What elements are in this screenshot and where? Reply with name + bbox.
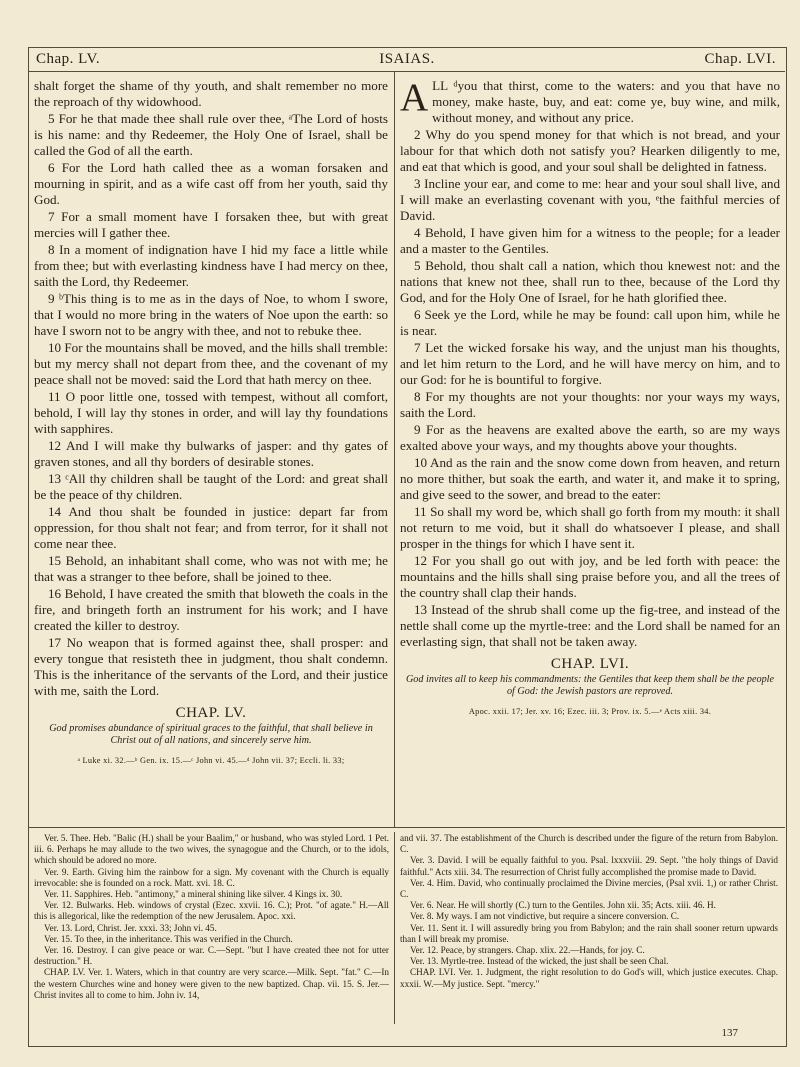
verse: 13 ᶜAll thy children shall be taught of the Lord: and great shall be the peace of thy children. (34, 471, 388, 502)
right-column (400, 78, 780, 720)
verse: 10 For the mountains shall be moved, and the hills shall tremble: but my mercy shall not depart from thee, and the covenant of my peace shall not be moved: said the Lord that hath mercy on thee. (34, 340, 388, 387)
verse: 3 Incline your ear, and come to me: hear and your soul shall live, and I will make an everlasting covenant with you, ᵉthe faithful mercies of David. (400, 176, 780, 223)
note: Ver. 8. My ways. I am not vindictive, but require a sincere conversion. C. (410, 911, 680, 922)
note: CHAP. LVI. Ver. 1. Judgment, the right resolution to do God's will, which justice executes. Chap. xxxii. W.—My justice. Sept. "mercy." (400, 967, 778, 989)
header-right: Chap. LVI. (704, 51, 776, 67)
verse: 7 Let the wicked forsake his way, and the unjust man his thoughts, and let him return to the Lord, and he will have mercy on him, and to our God: for he is bountiful to forgive. (400, 340, 780, 387)
note: Ver. 5. Thee. Heb. "Balic (H.) shall be your Baalim," or husband, who was styled Lord. 1 Pet. iii. 6. Perhaps he may allude to the two wives, the synagogue and the Church, or to the idols, which should be adored no more. (34, 833, 389, 866)
verse: 9 For as the heavens are exalted above the earth, so are my ways exalted above your ways, and my thoughts above your thoughts. (400, 422, 780, 453)
chapter-title: CHAP. LV. (175, 705, 247, 721)
note: Ver. 4. Him. David, who continually proclaimed the Divine mercies, (Psal xvii. 1,) or rather Christ. C. (400, 877, 778, 900)
header-left: Chap. LV. (36, 51, 101, 67)
note: Ver. 13. Lord, Christ. Jer. xxxi. 33; John vi. 45. (44, 922, 217, 933)
verse: shalt forget the shame of thy youth, and shalt remember no more the reproach of thy widowhood. (34, 78, 388, 109)
left-column (34, 78, 388, 769)
verse: 12 And I will make thy bulwarks of jasper: and thy gates of graven stones, and all thy borders of desirable stones. (34, 438, 388, 469)
chapter-title: CHAP. LVI. (550, 656, 630, 672)
note: Ver. 13. Myrtle-tree. Instead of the wicked, the just shall be seen Chal. (410, 956, 669, 967)
cross-references: ᵃ Luke xi. 32.—ᵇ Gen. ix. 15.—ᶜ John vi. 45.—ᵈ John vii. 37; Eccli. li. 33; (77, 756, 345, 765)
note: Ver. 16. Destroy. I can give peace or war. C.—Sept. "but I have created thee not for utter destruction." H. (34, 945, 389, 967)
verse: 8 For my thoughts are not your thoughts: nor your ways my ways, saith the Lord. (400, 389, 780, 420)
cross-references: Apoc. xxii. 17; Jer. xv. 16; Ezec. iii. 3; Prov. ix. 5.—ᵉ Acts xiii. 34. (468, 707, 712, 716)
verse: 11 O poor little one, tossed with tempest, without all comfort, behold, I will lay thy stones in order, and will lay thy foundations with sapphires. (34, 389, 388, 436)
page-number: 137 (721, 1027, 738, 1039)
notes-divider (394, 832, 395, 1024)
note: CHAP. LV. Ver. 1. Waters, which in that country are very scarce.—Milk. Sept. "fat." C.—In the western Churches wine and honey were given to the new baptized. Chap. vii. 15. S. Jer.—Christ invites all to come to him. John iv. 14, (34, 967, 389, 1000)
note: Ver. 12. Peace, by strangers. Chap. xlix. 22.—Hands, for joy. C. (410, 945, 645, 956)
note: Ver. 15. To thee, in the inheritance. This was verified in the Church. (44, 933, 293, 944)
verse: 11 So shall my word be, which shall go forth from my mouth: it shall not return to me void, but it shall do whatsoever I please, and shall prosper in the things for which I have sent it. (400, 504, 780, 551)
verse: 6 Seek ye the Lord, while he may be found: call upon him, while he is near. (400, 307, 780, 338)
verse: 7 For a small moment have I forsaken thee, but with great mercies will I gather thee. (34, 209, 388, 240)
verse-text: LL ᵈyou that thirst, come to the waters: and you that have no money, make haste, buy, and eat: come ye, buy wine, and milk, without money, and without any price. (432, 78, 780, 125)
note: Ver. 6. Near. He will shortly (C.) turn to the Gentiles. John xii. 35; Acts. xiii. 46. H. (410, 900, 716, 911)
note: Ver. 11. Sent it. I will assuredly bring you from Babylon; and the rain shall sooner return upwards than I will break my promise. (400, 922, 778, 944)
verse: 5 Behold, thou shalt call a nation, which thou knewest not: and the nations that knew not thee, shall run to thee, because of the Lord thy God, and for the Holy One of Israel, for he hath glorified thee. (400, 258, 780, 305)
chapter-summary: God invites all to keep his commandments: the Gentiles that keep them shall be the people of God: the Jewish pastors are reproved. (405, 674, 775, 697)
verse: 6 For the Lord hath called thee as a woman forsaken and mourning in spirit, and as a wife cast off from her youth, said thy God. (34, 160, 388, 207)
verse (400, 78, 780, 126)
verse: 14 And thou shalt be founded in justice: depart far from oppression, for thou shalt not fear; and from terror, for it shall not come near thee. (34, 504, 388, 551)
verse: 5 For he that made thee shall rule over thee, ᵃThe Lord of hosts is his name: and thy Redeemer, the Holy One of Israel, shall be called the God of all the earth. (34, 111, 388, 158)
note: Ver. 3. David. I will be equally faithful to you. Psal. lxxxviii. 29. Sept. "the holy things of David faithful." Acts xiii. 34. The resurrection of Christ fully accomplished the promise made to David. (400, 855, 778, 877)
verse: 2 Why do you spend money for that which is not bread, and your labour for that which doth not satisfy you? Hearken diligently to me, and eat that which is good, and your soul shall be delighted in fatness. (400, 127, 780, 174)
verse: 8 In a moment of indignation have I hid my face a little while from thee; but with everlasting kindness have I had mercy on thee, saith the Lord, thy Redeemer. (34, 242, 388, 289)
note: Ver. 11. Sapphires. Heb. "antimony," a mineral shining like silver. 4 Kings ix. 30. (44, 889, 343, 900)
chapter-summary: God promises abundance of spiritual graces to the faithful, that shall believe in Christ out of all nations, and sincerely serve him. (49, 723, 373, 746)
notes-rule (29, 827, 785, 828)
column-divider (394, 72, 395, 827)
note: Ver. 9. Earth. Giving him the rainbow for a sign. My covenant with the Church is equally irrevocable: she is founded on a rock. Matt. xvi. 18. C. (34, 866, 389, 888)
note: and vii. 37. The establishment of the Church is described under the figure of the return from Babylon. C. (400, 833, 778, 855)
header-rule (29, 71, 785, 72)
verse: 4 Behold, I have given him for a witness to the people; for a leader and a master to the Gentiles. (400, 225, 780, 256)
notes-left (34, 833, 389, 1001)
verse: 9 ᵇThis thing is to me as in the days of Noe, to whom I swore, that I would no more bring in the waters of Noe upon the earth: so have I sworn not to be angry with thee, and not to rebuke thee. (34, 291, 388, 338)
running-header (32, 48, 782, 70)
drop-cap: A (400, 76, 429, 119)
notes-right (400, 833, 778, 990)
note: Ver. 12. Bulwarks. Heb. windows of crystal (Ezec. xxvii. 16. C.); Prot. "of agate." H.—All this is allegorical, like the redemption of the new Jerusalem. Apoc. xxi. (34, 900, 389, 922)
verse: 15 Behold, an inhabitant shall come, who was not with me; he that was a stranger to thee before, shall be joined to thee. (34, 553, 388, 584)
verse: 17 No weapon that is formed against thee, shall prosper: and every tongue that resisteth thee in judgment, thou shalt condemn. This is the inheritance of the servants of the Lord, and their justice with me, saith the Lord. (34, 635, 388, 698)
header-center: ISAIAS. (379, 51, 435, 67)
verse: 13 Instead of the shrub shall come up the fig-tree, and instead of the nettle shall come up the myrtle-tree: and the Lord shall be named for an everlasting sign, that shall not be taken away. (400, 602, 780, 649)
verse: 10 And as the rain and the snow come down from heaven, and return no more thither, but soak the earth, and water it, and make it to spring, and give seed to the sower, and bread to the eater: (400, 455, 780, 502)
verse: 16 Behold, I have created the smith that bloweth the coals in the fire, and bringeth forth an instrument for his work; and I have created the killer to destroy. (34, 586, 388, 633)
verse: 12 For you shall go out with joy, and be led forth with peace: the mountains and the hills shall sing praise before you, and all the trees of the country shall clap their hands. (400, 553, 780, 600)
